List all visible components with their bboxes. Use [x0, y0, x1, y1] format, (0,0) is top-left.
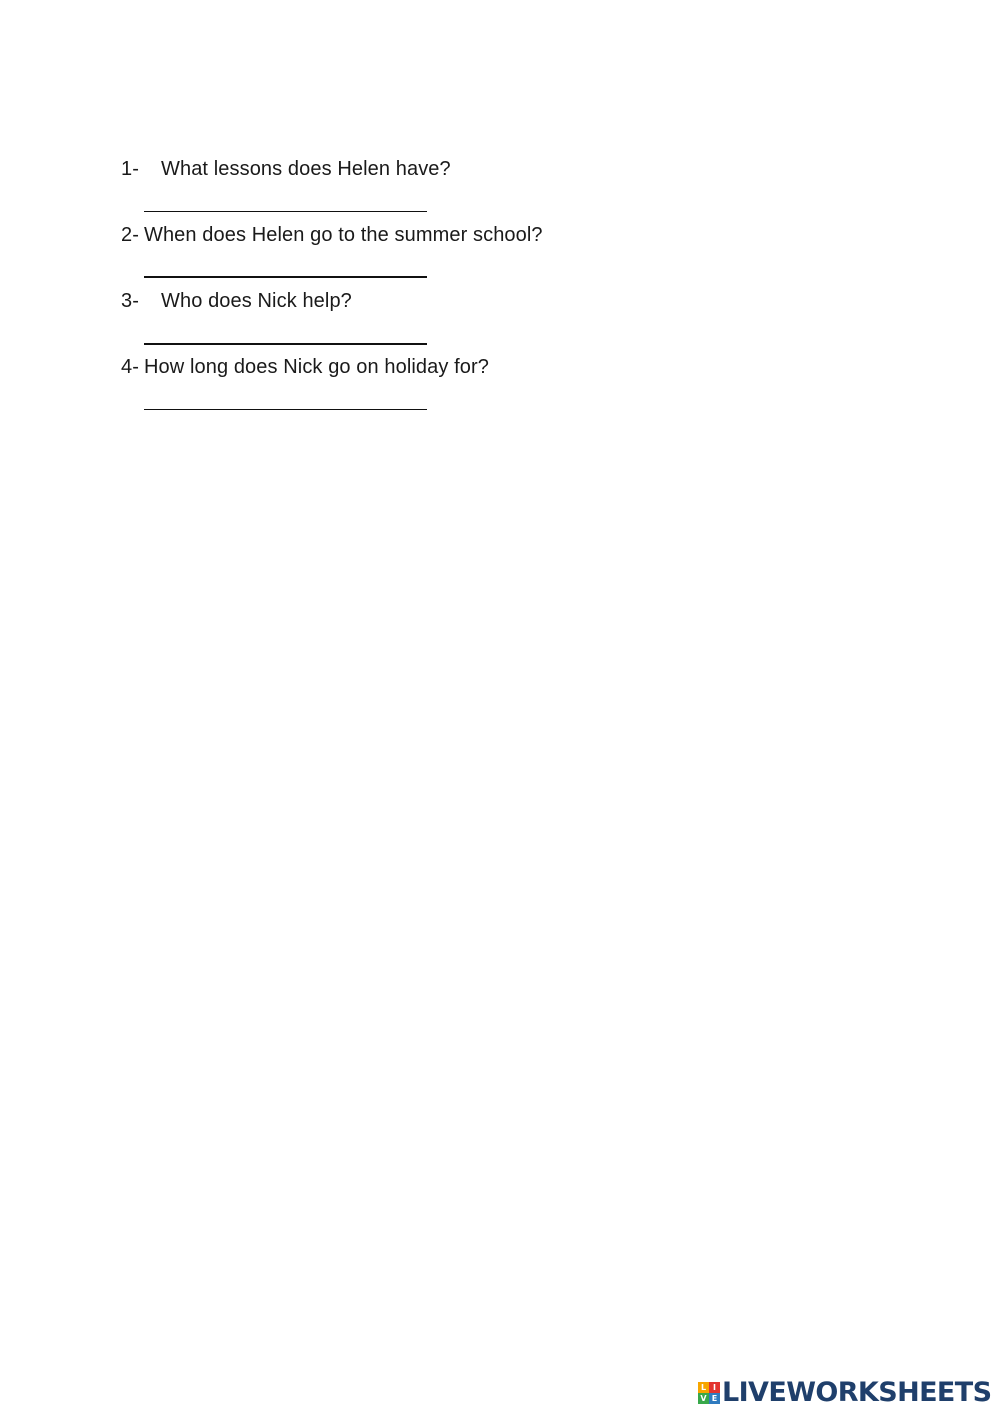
answer-1-input[interactable]: [144, 211, 427, 212]
question-2-text: When does Helen go to the summer school?: [143, 224, 543, 246]
logo-letter-l: L: [698, 1382, 709, 1393]
question-1: [121, 157, 451, 181]
question-1-number: 1-: [121, 158, 139, 180]
question-1-text: What lessons does Helen have?: [161, 158, 451, 180]
question-4-number: 4-: [121, 356, 139, 378]
question-2: [121, 223, 543, 247]
answer-2-input[interactable]: [144, 276, 427, 278]
liveworksheets-brand: [698, 1378, 991, 1408]
question-3-text: Who does Nick help?: [161, 290, 352, 312]
question-4-text: How long does Nick go on holiday for?: [143, 356, 489, 378]
logo-letter-v: V: [698, 1393, 709, 1404]
question-4: [121, 355, 489, 379]
liveworksheets-logo-icon: [698, 1382, 720, 1404]
question-3: [121, 289, 352, 313]
question-3-number: 3-: [121, 290, 139, 312]
logo-letter-i: I: [709, 1382, 720, 1393]
brand-name: LIVEWORKSHEETS: [722, 1377, 992, 1408]
answer-3-input[interactable]: [144, 343, 427, 345]
logo-letter-e: E: [709, 1393, 720, 1404]
question-2-number: 2-: [121, 224, 139, 246]
answer-4-input[interactable]: [144, 409, 427, 410]
